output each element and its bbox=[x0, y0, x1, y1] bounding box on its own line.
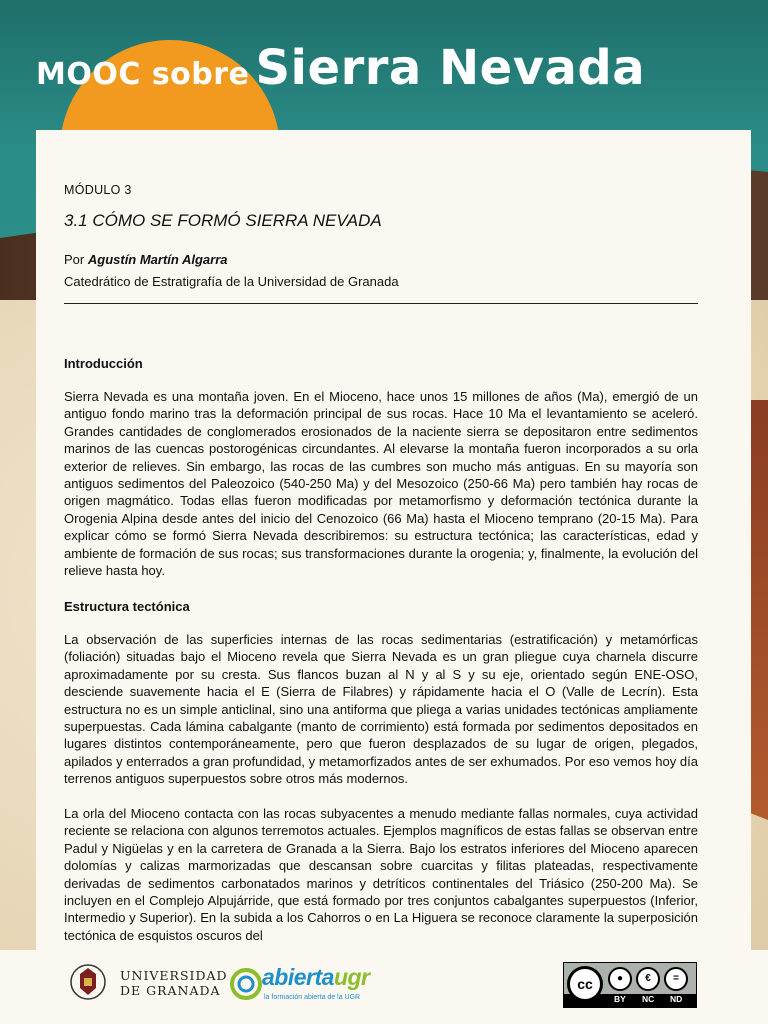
author-name: Agustín Martín Algarra bbox=[87, 252, 228, 267]
abierta-wordmark bbox=[262, 964, 370, 991]
ugr-crest-icon bbox=[70, 962, 106, 1002]
banner-title bbox=[36, 40, 645, 96]
attribution-icon: ● bbox=[608, 967, 632, 991]
cc-license-badge[interactable] bbox=[563, 962, 697, 1008]
page-title: 3.1 CÓMO SE FORMÓ SIERRA NEVADA bbox=[64, 211, 382, 230]
abierta-suffix: ugr bbox=[333, 964, 370, 990]
license-label-nc: NC bbox=[642, 994, 655, 1004]
author-prefix: Por bbox=[64, 252, 85, 267]
banner-main-title: Sierra Nevada bbox=[255, 40, 646, 96]
abierta-tagline: la formación abierta de la UGR bbox=[264, 994, 361, 1001]
header-divider bbox=[64, 303, 698, 304]
section-heading-introduccion: Introducción bbox=[64, 356, 143, 371]
paragraph-estructura-2: La orla del Mioceno contacta con las rocas subyacentes a menudo mediante fallas normales, cuya actividad reciente se relaciona con algunos terremotos actuales. Ejemplos magníficos de estas fallas se observan entre Padul y Nigüelas y en la carretera de Granada a la Sierra. Bajo los estratos inferiores del Mioceno aparecen dolomías y calizas marmorizadas que descansan sobre cuarcitas y filitas plateadas, respectivamente derivadas de sedimentos carbonatados marinos y detríticos continentales del Triásico (250-200 Ma). Se incluyen en el Complejo Alpujárride, que está formado por tres conjuntos cabalgantes superpuestos (Inferior, Intermedio y Superior). En la subida a los Cahorros o en La Higuera se reconoce claramente la superposición tectónica de esquistos oscuros del bbox=[64, 806, 698, 943]
document-page bbox=[36, 130, 751, 950]
banner-prefix: MOOC sobre bbox=[36, 57, 250, 92]
noderivatives-icon: = bbox=[664, 967, 688, 991]
paragraph-estructura-1: La observación de las superficies internas de las rocas sedimentarias (estratificación) y metamórficas (foliación) situadas bajo el Mioceno revela que Sierra Nevada es un gran pliegue cuya charnela discurre aproximadamente por su cresta. Sus flancos buzan al N y al S y su eje, orientado según ENE-OSO, desciende suavemente hacia el E (Sierra de Filabres) y rápidamente hacia el O (Valle de Lecrín). Esta estructura no es un simple anticlinal, sino una antiforma que pliega a varias unidades tectónicas ampliamente superpuestas. Cada lámina cabalgante (manto de corrimiento) está formada por sedimentos depositados en lugares distintos contemporáneamente, pero que fueron desplazados de su lugar de origen, plegados, apilados y enterrados a gran profundidad, y metamorfizados antes de ser exhumados. Por eso vemos hoy día terrenos antiguos superpuestos sobre otros más modernos. bbox=[64, 632, 698, 787]
author-affiliation: Catedrático de Estratigrafía de la Universidad de Granada bbox=[64, 274, 399, 289]
university-name: UNIVERSIDAD DE GRANADA bbox=[120, 968, 228, 998]
noncommercial-icon: € bbox=[636, 967, 660, 991]
section-heading-estructura: Estructura tectónica bbox=[64, 599, 190, 614]
module-label: MÓDULO 3 bbox=[64, 183, 132, 197]
license-label-by: BY bbox=[614, 994, 626, 1004]
author-line bbox=[64, 251, 228, 268]
cc-icon: cc bbox=[567, 966, 603, 1002]
license-label-nd: ND bbox=[670, 994, 683, 1004]
abierta-main: abierta bbox=[262, 964, 334, 990]
paragraph-introduccion: Sierra Nevada es una montaña joven. En el Mioceno, hace unos 15 millones de años (Ma), emergió de un antiguo fondo marino tras la deformación principal de sus rocas. Hace 10 Ma el levantamiento se aceleró. Grandes cantidades de conglomerados erosionados de la naciente sierra se depositaron entre sedimentos marinos de las cuencas postorogénicas circundantes. Al elevarse la montaña fueron incorporados a su orla exterior de relieves. Sin embargo, las rocas de las cumbres son mucho más antiguas. En su mayoría son antiguos sedimentos del Paleozoico (540-250 Ma) y del Mesozoico (250-66 Ma) pero también hay rocas de origen magmático. Todas ellas fueron modificadas por metamorfismo y deformación tectónica durante la Orogenia Alpina desde antes del inicio del Cenozoico (66 Ma) hasta el Mioceno temprano (20-15 Ma). Para explicar cómo se formó Sierra Nevada describiremos: su estructura tectónica; las características, edad y ambiente de formación de sus rocas; sus transformaciones durante la orogenia; y, finalmente, la evolución del relieve hasta hoy. bbox=[64, 389, 698, 579]
